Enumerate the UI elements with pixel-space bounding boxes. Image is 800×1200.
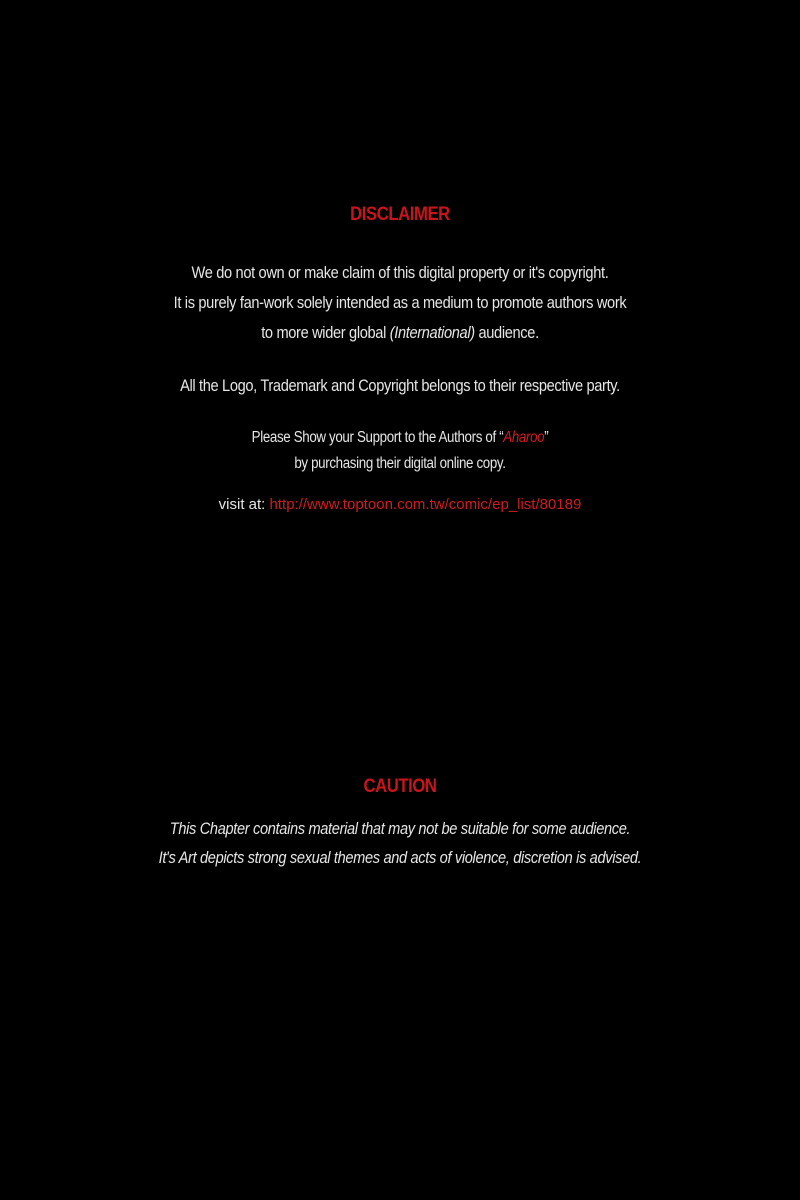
caution-line-2: It's Art depicts strong sexual themes and acts of violence, discretion is advised. [158,848,642,867]
visit-label: visit at: [218,496,270,513]
disclaimer-line-2: It is purely fan-work solely intended as a medium to promote authors work [173,293,627,312]
support-title: Aharoo [503,429,545,446]
caution-line-1: This Chapter contains material that may not be suitable for some audience. [169,819,631,838]
disclaimer-line-4: All the Logo, Trademark and Copyright belongs to their respective party. [180,376,620,395]
disclaimer-line-3-emphasis: (International) [389,323,475,342]
visit-link[interactable]: http://www.toptoon.com.tw/comic/ep_list/80189 [269,496,582,513]
disclaimer-line-3-post: audience. [474,323,539,342]
visit-line [0,496,800,513]
disclaimer-heading: DISCLAIMER [350,204,450,225]
disclaimer-line-3 [56,323,744,343]
disclaimer-line-3-pre: to more wider global [261,323,390,342]
caution-heading: CAUTION [363,776,437,797]
support-post: ” [544,429,549,446]
support-line-1 [56,429,744,447]
support-pre: Please Show your Support to the Authors of “ [251,429,504,446]
support-line-2: by purchasing their digital online copy. [294,455,506,472]
disclaimer-line-1: We do not own or make claim of this digital property or it's copyright. [191,263,609,282]
